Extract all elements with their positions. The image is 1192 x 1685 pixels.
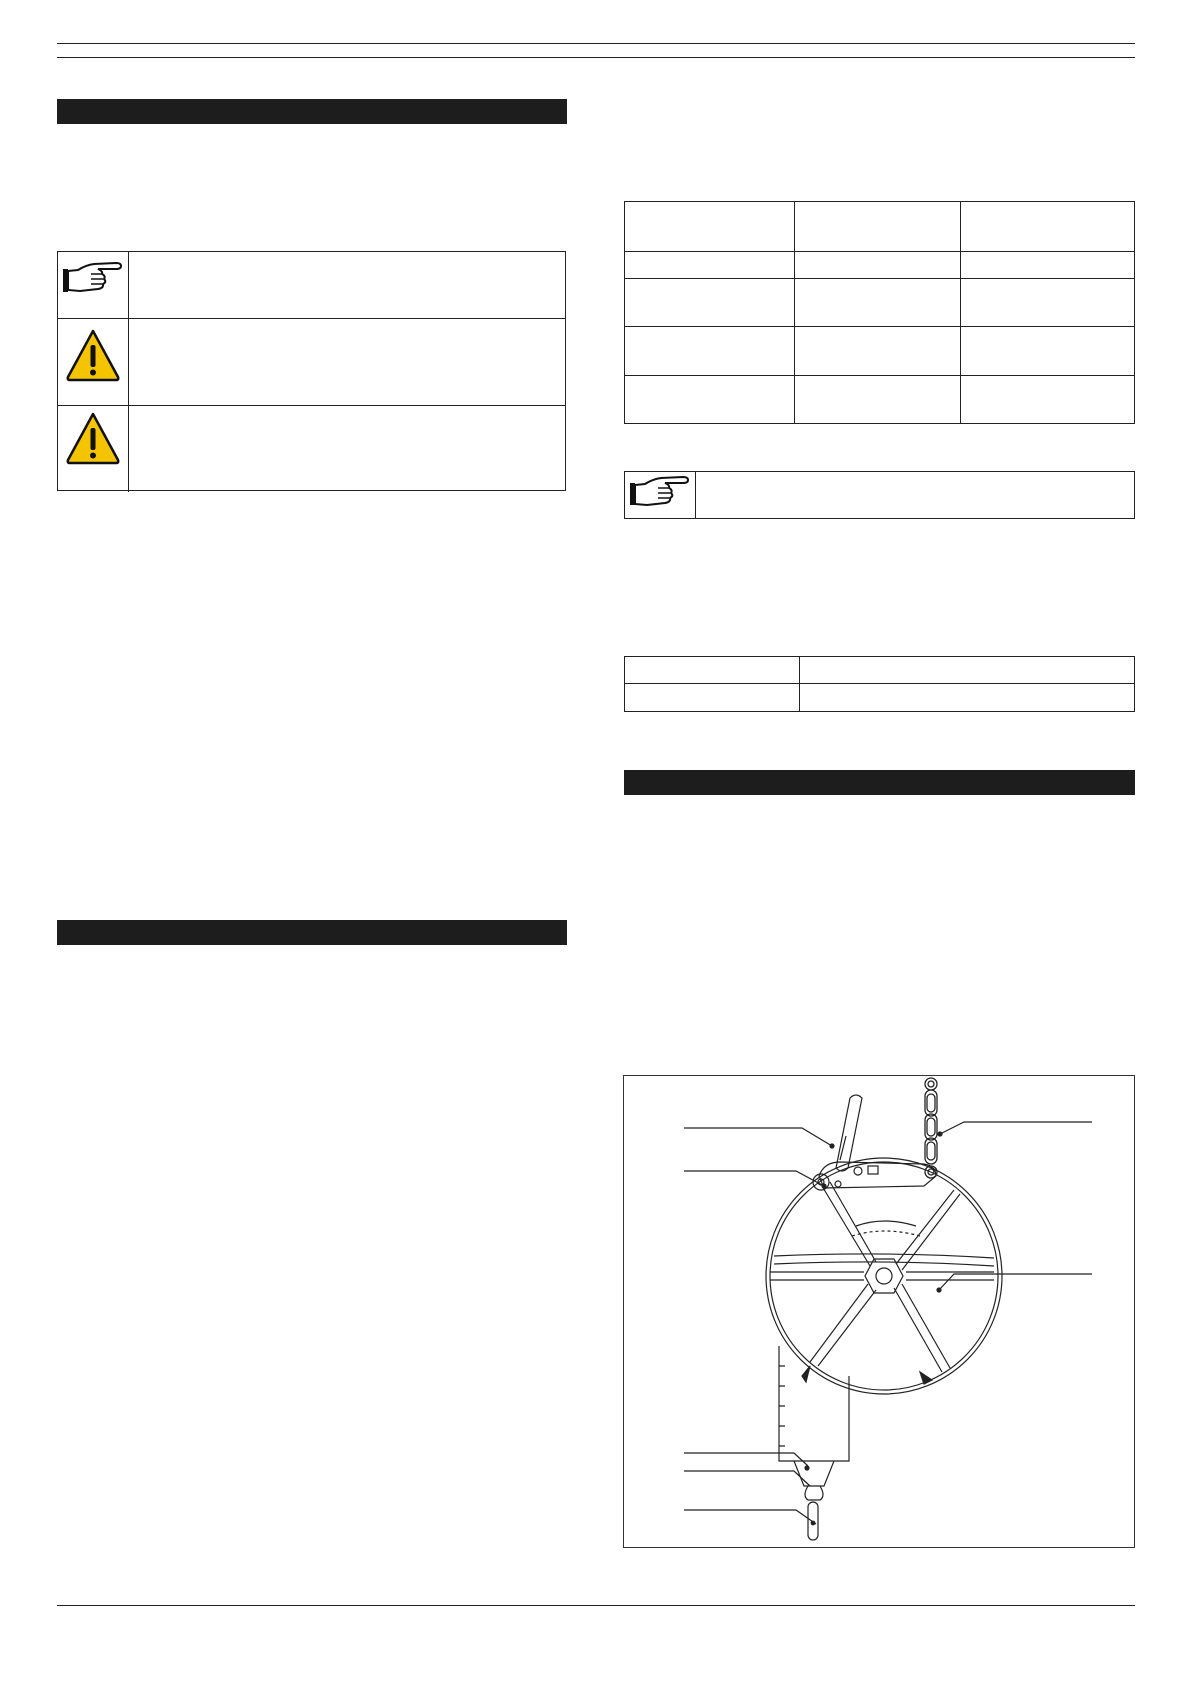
table-row xyxy=(625,202,1135,252)
header-rule-bottom xyxy=(57,57,1135,58)
table-cell xyxy=(961,376,1135,424)
table-cell xyxy=(794,376,961,424)
table-cell xyxy=(625,376,795,424)
warning-triangle-icon xyxy=(58,319,128,406)
footer-rule xyxy=(57,1605,1135,1606)
notice-row-warning-2 xyxy=(58,405,565,492)
table-row xyxy=(625,376,1135,424)
note-box xyxy=(624,471,1135,519)
table-row xyxy=(625,279,1135,327)
notice-row-warning-1 xyxy=(58,318,565,406)
notice-icon-cell xyxy=(58,252,129,318)
table-cell xyxy=(961,252,1135,279)
table-cell xyxy=(961,327,1135,376)
table-cell xyxy=(794,327,961,376)
table-row xyxy=(625,327,1135,376)
callout-leader-5 xyxy=(684,1453,808,1466)
table-cell xyxy=(625,252,795,279)
balancer-tube xyxy=(779,1346,849,1486)
notice-row-note xyxy=(58,252,565,318)
table-row xyxy=(625,657,1135,684)
table-cell xyxy=(961,202,1135,252)
table-row xyxy=(625,684,1135,712)
suspension-lever xyxy=(836,1095,862,1171)
table-cell xyxy=(625,657,800,684)
table-cell xyxy=(794,279,961,327)
load-hook xyxy=(805,1486,823,1540)
notice-icon-cell xyxy=(58,406,129,492)
drum xyxy=(766,1158,1002,1394)
balancer-drawing xyxy=(624,1076,1135,1548)
safety-notice-table xyxy=(57,251,566,491)
section-heading-bar-2 xyxy=(57,920,567,945)
callout-leader-3 xyxy=(940,1122,1092,1134)
callout-leader-1 xyxy=(684,1128,832,1146)
table-cell xyxy=(625,279,795,327)
table-cell xyxy=(625,202,795,252)
table-cell xyxy=(794,202,961,252)
table-cell xyxy=(625,684,800,712)
table-cell xyxy=(625,327,795,376)
table-cell xyxy=(961,279,1135,327)
suspension-chain xyxy=(925,1078,937,1178)
callout-leader-4 xyxy=(939,1274,1092,1290)
table-cell xyxy=(794,252,961,279)
section-heading-bar-1 xyxy=(57,99,567,124)
callout-leader-7 xyxy=(684,1510,816,1524)
notice-icon-cell xyxy=(58,319,129,406)
table-cell xyxy=(799,684,1134,712)
small-table xyxy=(624,656,1135,712)
header-rule-top xyxy=(57,43,1135,44)
pointing-hand-icon xyxy=(625,472,695,520)
note-icon-cell xyxy=(625,472,696,518)
spec-table xyxy=(624,201,1135,424)
warning-triangle-icon xyxy=(58,406,128,492)
table-row xyxy=(625,252,1135,279)
pointing-hand-icon xyxy=(58,252,128,318)
section-heading-bar-3 xyxy=(624,770,1135,795)
balancer-figure xyxy=(623,1075,1135,1548)
table-cell xyxy=(799,657,1134,684)
callout-leader-2 xyxy=(684,1171,824,1186)
callout-leader-6 xyxy=(684,1471,810,1486)
